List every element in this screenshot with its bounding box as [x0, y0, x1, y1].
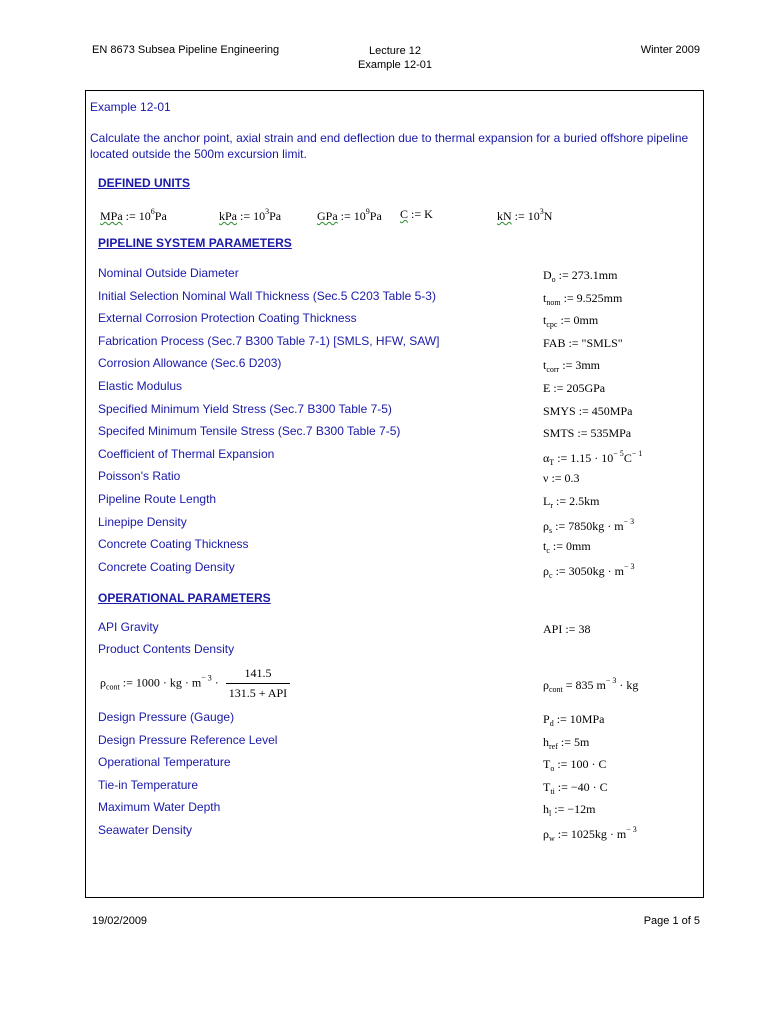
param-value-specifed-minimum-tensile-stress-sec-7-b3: SMTS := 535MPa [543, 426, 632, 441]
problem-statement: Calculate the anchor point, axial strain and end deflection due to thermal expansion for a buried offshore pipeline located outside the 500m excursion limit. [90, 131, 689, 161]
param-value-specified-minimum-yield-stress-sec-7-b30: SMYS := 450MPa [543, 403, 633, 418]
density-formula: $\rho_{cont}$ := 1000 · kg · $m^{- 3}$ · $\frac{141.5}{\text{131.5 + API}}$ [100, 666, 290, 701]
param-value-linepipe-density: $\rho_s$ := $7850kg \cdot m^{- 3}$ [543, 516, 635, 535]
param-label-coefficient-of-thermal-expansion: Coefficient of Thermal Expansion [98, 446, 275, 461]
param-value-pipeline-route-length: $L_r$ := 2.5km [543, 494, 600, 510]
param-value-design-pressure-reference-level: $h_{ref}$ := 5m [543, 734, 590, 751]
param-value-api-gravity: API := 38 [543, 622, 591, 636]
density-result: $\rho_{cont} = 835$ $m^{- 3}$ · kg [543, 676, 639, 694]
param-value-concrete-coating-thickness: $t_c$ := 0mm [543, 539, 591, 556]
param-label-maximum-water-depth: Maximum Water Depth [98, 800, 221, 815]
param-label-contents-density: Product Contents Density [98, 642, 235, 656]
header-example-number: Example 12-01 [358, 59, 432, 71]
param-value-external-corrosion-protection-coating-th: $t_{cpc}$ := 0mm [543, 313, 599, 330]
param-label-design-pressure-reference-level: Design Pressure Reference Level [98, 732, 278, 747]
param-label-design-pressure-gauge: Design Pressure (Gauge) [98, 710, 235, 724]
param-label-linepipe-density: Linepipe Density [98, 514, 187, 529]
param-label-specified-minimum-yield-stress-sec-7-b30: Specified Minimum Yield Stress (Sec.7 B300 Table 7-5) [98, 401, 392, 416]
param-label-api-gravity: API Gravity [98, 620, 159, 634]
section-pipeline-parameters: PIPELINE SYSTEM PARAMETERS [98, 236, 292, 250]
param-value-fabrication-process-sec-7-b300-table-7-1: FAB := "SMLS" [543, 335, 623, 350]
param-value-poisson-s-ratio: ν := 0.3 [543, 471, 580, 486]
unit-def-kn: kN := $10^3N$ [497, 207, 553, 223]
param-label-fabrication-process-sec-7-b300-table-7-1: Fabrication Process (Sec.7 B300 Table 7-1) [SMLS, HFW, SAW] [98, 333, 440, 348]
param-label-external-corrosion-protection-coating-th: External Corrosion Protection Coating Thickness [98, 311, 357, 326]
section-operational-parameters: OPERATIONAL PARAMETERS [98, 591, 271, 605]
param-label-elastic-modulus: Elastic Modulus [98, 379, 183, 393]
param-label-nominal-outside-diameter: Nominal Outside Diameter [98, 266, 239, 280]
param-value-concrete-coating-density: $\rho_c$ := $3050kg \cdot m^{- 3}$ [543, 561, 635, 580]
param-label-concrete-coating-density: Concrete Coating Density [98, 559, 235, 574]
param-value-maximum-water-depth: $h_l$ := −12m [543, 802, 596, 819]
param-value-tie-in-temperature: $T_{ti}$ := −40 · C [543, 779, 608, 796]
unit-def-gpa: GPa := $10^9Pa$ [317, 207, 382, 223]
header-lecture [330, 44, 460, 72]
fraction-denominator: 131.5 + API [228, 686, 288, 700]
unit-def-mpa: MPa := $10^6Pa$ [100, 207, 167, 223]
param-value-seawater-density: $\rho_w$ := $1025kg \cdot m^{- 3}$ [543, 825, 637, 843]
param-label-specifed-minimum-tensile-stress-sec-7-b3: Specifed Minimum Tensile Stress (Sec.7 B300 Table 7-5) [98, 424, 401, 439]
header-term: Winter 2009 [640, 44, 700, 56]
section-defined-units: DEFINED UNITS [98, 176, 191, 190]
param-label-concrete-coating-thickness: Concrete Coating Thickness [98, 537, 249, 552]
density-fraction [226, 666, 290, 701]
unit-def-kpa: kPa := $10^3Pa$ [219, 207, 282, 223]
param-label-poisson-s-ratio: Poisson's Ratio [98, 469, 181, 484]
param-label-pipeline-route-length: Pipeline Route Length [98, 492, 217, 506]
param-value-operational-temperature: $T_o$ := 100 · C [543, 757, 607, 774]
param-value-elastic-modulus: E := 205GPa [543, 381, 606, 395]
fraction-numerator: 141.5 [226, 666, 290, 684]
param-label-operational-temperature: Operational Temperature [98, 755, 231, 770]
param-label-initial-selection-nominal-wall-thickness: Initial Selection Nominal Wall Thickness (Sec.5 C203 Table 5-3) [98, 288, 436, 303]
header-lecture-number: Lecture 12 [369, 45, 421, 57]
param-value-initial-selection-nominal-wall-thickness: $t_{nom}$ := 9.525mm [543, 290, 623, 307]
unit-def-celsius: C := K [400, 207, 433, 221]
param-label-corrosion-allowance-sec-6-d203: Corrosion Allowance (Sec.6 D203) [98, 356, 282, 371]
param-label-tie-in-temperature: Tie-in Temperature [98, 777, 199, 792]
example-title: Example 12-01 [90, 100, 171, 114]
header-course-title: EN 8673 Subsea Pipeline Engineering [92, 44, 280, 56]
param-value-design-pressure-gauge: $P_d$ := 10MPa [543, 712, 605, 728]
footer-date: 19/02/2009 [92, 915, 148, 927]
param-value-nominal-outside-diameter: $D_o$ := 273.1mm [543, 268, 618, 284]
param-value-corrosion-allowance-sec-6-d203: $t_{corr}$ := 3mm [543, 358, 601, 375]
param-label-seawater-density: Seawater Density [98, 823, 193, 837]
param-value-coefficient-of-thermal-expansion: $\alpha_T$ := $1.15 \cdot 10^{- 5}C^{- 1}$ [543, 448, 643, 467]
footer-page-number: Page 1 of 5 [643, 915, 700, 927]
